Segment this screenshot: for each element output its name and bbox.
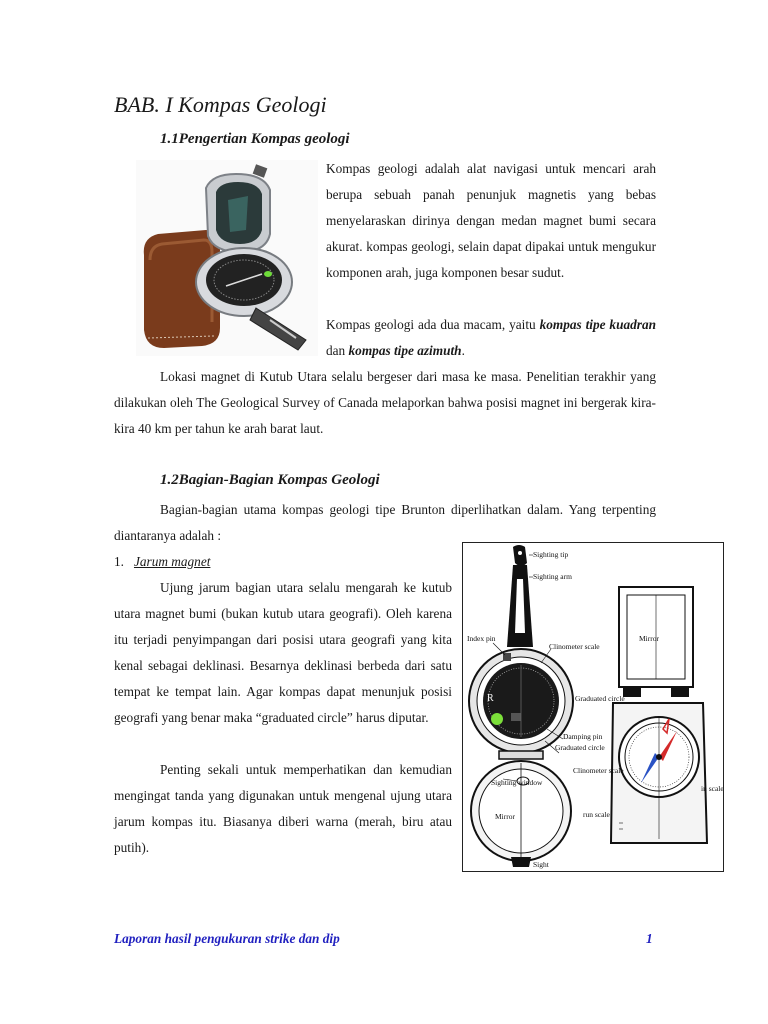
term-kompas-azimuth: kompas tipe azimuth — [348, 343, 462, 358]
label-in-scale: in scale — [701, 784, 723, 793]
footer-title: Laporan hasil pengukuran strike dan dip — [114, 931, 340, 946]
list-item-number: 1. — [114, 554, 124, 569]
label-sighting-window: Sighting window — [491, 778, 543, 787]
label-mirror-top: Mirror — [639, 634, 659, 643]
section-1-paragraph-3: Lokasi magnet di Kutub Utara selalu bergeser dari masa ke masa. Penelitian terakhir yang dilakukan oleh The Geological Survey of Canada melaporkan bahwa posisi magnet ini bergerak kira-kira 40 km per tahun ke arah barat laut. — [114, 369, 656, 436]
page-heading: BAB. I Kompas Geologi — [114, 92, 327, 117]
p2-text-mid: dan — [326, 343, 349, 358]
jarum-magnet-paragraph-1: Ujung jarum bagian utara selalu mengarah ke kutub utara magnet bumi (bukan kutub utara geografi). Oleh karena itu terjadi penyimpangan dari posisi utara geografi yang kita kenal sebagai deklinasi. Besarnya deklinasi berbeda dari satu tempat ke tempat lain. Agar kompas dapat menunjuk posisi geografi yang benar maka “graduated circle” harus diputar. — [114, 580, 452, 725]
label-graduated-circle-2: Graduated circle — [555, 743, 605, 752]
label-graduated-circle: Graduated circle — [575, 694, 625, 703]
list-item-1-heading — [114, 549, 444, 575]
section-2-intro: Bagian-bagian utama kompas geologi tipe Brunton diperlihatkan dalam. Yang terpenting diantaranya adalah : — [114, 502, 656, 543]
section-2-title: 1.2Bagian-Bagian Kompas Geologi — [160, 472, 380, 488]
label-sight: Sight — [533, 860, 549, 869]
brunton-compass-figure — [462, 542, 724, 872]
label-clinometer-scale-2: Clinometer scale — [573, 766, 624, 775]
p2-text-start: Kompas geologi ada dua macam, yaitu — [326, 317, 540, 332]
label-sighting-arm: Sighting arm — [533, 572, 572, 581]
svg-text:R: R — [487, 693, 494, 704]
label-sighting-tip: Sighting tip — [533, 550, 569, 559]
p2-text-end: . — [461, 343, 465, 358]
label-run-scale: run scale — [583, 810, 610, 819]
label-mirror-bottom: Mirror — [495, 812, 515, 821]
section-1-paragraph-1: Kompas geologi adalah alat navigasi untuk mencari arah berupa sebuah panah penunjuk magnetis yang bebas menyelaraskan dirinya dengan medan magnet bumi secara akurat. kompas geologi, selain dapat dipakai untuk mengukur komponen arah, juga komponen besar sudut. — [326, 161, 656, 280]
label-damping-pin: Damping pin — [563, 732, 603, 741]
section-1-title: 1.1Pengertian Kompas geologi — [160, 131, 350, 147]
label-clinometer-scale: Clinometer scale — [549, 642, 600, 651]
term-kompas-kuadran: kompas tipe kuadran — [539, 317, 656, 332]
compass-photo — [136, 160, 318, 356]
section-1-paragraph-2 — [326, 312, 656, 364]
label-index-pin: Index pin — [467, 634, 496, 643]
footer-page-number: 1 — [646, 931, 653, 946]
list-item-title: Jarum magnet — [133, 554, 211, 569]
jarum-magnet-paragraph-2: Penting sekali untuk memperhatikan dan kemudian mengingat tanda yang digunakan untuk mengenal ujung utara jarum kompas itu. Biasanya diberi warna (merah, biru atau putih). — [114, 762, 452, 855]
